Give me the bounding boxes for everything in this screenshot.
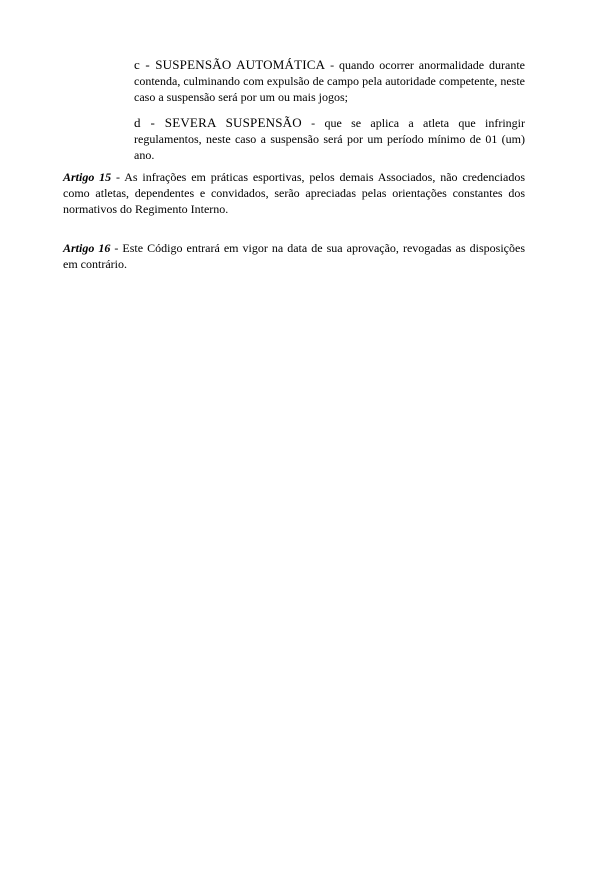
item-c-text: - quando ocorrer anormalidade durante contenda, culminando com expulsão de campo pela autoridade competente, neste caso a suspensão será por um ou mais jogos;	[134, 58, 525, 104]
article-16-label: Artigo 16	[63, 241, 111, 255]
item-d-heading: d - SEVERA SUSPENSÃO	[134, 115, 302, 130]
article-16-text: - Este Código entrará em vigor na data de sua aprovação, revogadas as disposições em contrário.	[63, 241, 525, 271]
article-15-paragraph	[63, 169, 525, 217]
article-16-paragraph	[63, 240, 525, 272]
item-d-text: - que se aplica a atleta que infringir regulamentos, neste caso a suspensão será por um período mínimo de 01 (um) ano.	[134, 116, 525, 162]
item-d-paragraph	[134, 115, 525, 163]
article-15-label: Artigo 15	[63, 170, 112, 184]
item-c-heading: c - SUSPENSÃO AUTOMÁTICA	[134, 57, 326, 72]
item-c-paragraph	[134, 57, 525, 105]
article-15-text: - As infrações em práticas esportivas, pelos demais Associados, não credenciados como atletas, dependentes e convidados, serão apreciadas pelas orientações constantes dos normativos do Regimento Interno.	[63, 170, 525, 216]
